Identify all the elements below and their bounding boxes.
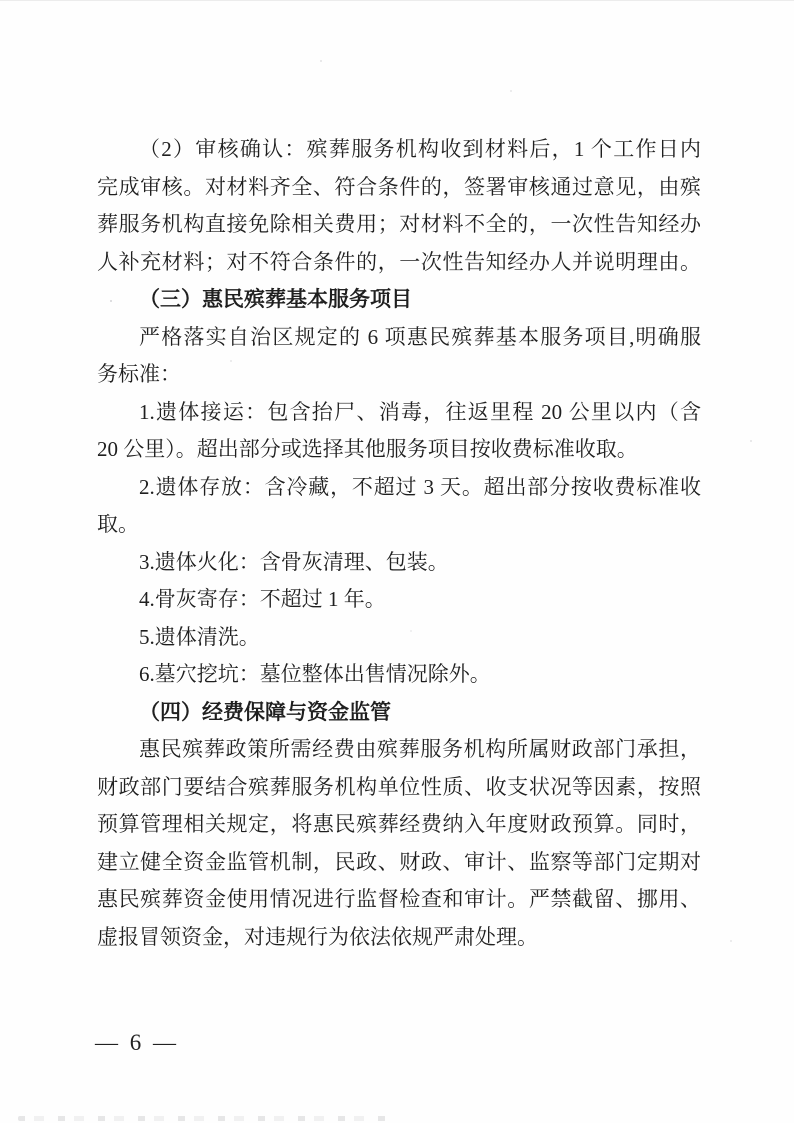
paragraph-line: （2）审核确认：殡葬服务机构收到材料后，1 个工作日内 (139, 137, 701, 161)
list-item-line: 5.遗体清洗。 (139, 624, 260, 649)
paragraph-line: 人补充材料；对不符合条件的，一次性告知经办人并说明理由。 (97, 249, 701, 274)
document-body (97, 131, 701, 956)
paragraph-line: 严格落实自治区规定的 6 项惠民殡葬基本服务项目,明确服 (139, 324, 701, 349)
list-item-line: 4.骨灰寄存：不超过 1 年。 (139, 587, 386, 611)
list-item-line: 6.墓穴挖坑：墓位整体出售情况除外。 (139, 662, 491, 686)
list-item-line: 1.遗体接运：包含抬尸、消毒，往返里程 20 公里以内（含 (139, 399, 701, 424)
list-item-line: 2.遗体存放：含冷藏，不超过 3 天。超出部分按收费标准收 (139, 474, 701, 499)
paragraph-line: 完成审核。对材料齐全、符合条件的，签署审核通过意见，由殡 (97, 174, 701, 199)
paragraph-line: 虚报冒领资金，对违规行为依法依规严肃处理。 (97, 924, 538, 949)
page-number: — 6 — (95, 1030, 179, 1055)
section-heading: （三）惠民殡葬基本服务项目 (139, 287, 412, 311)
paragraph-line: 惠民殡葬政策所需经费由殡葬服务机构所属财政部门承担， (139, 737, 701, 761)
paragraph-line: 务标准： (97, 362, 181, 386)
paragraph-line: 葬服务机构直接免除相关费用；对材料不全的，一次性告知经办 (97, 212, 701, 236)
paragraph-line: 惠民殡葬资金使用情况进行监督检查和审计。严禁截留、挪用、 (97, 887, 701, 911)
section-heading: （四）经费保障与资金监管 (139, 699, 391, 724)
list-item-line: 取。 (97, 512, 139, 536)
list-item-line: 20 公里）。超出部分或选择其他服务项目按收费标准收取。 (97, 437, 638, 461)
scan-smudge-artifact (18, 1116, 388, 1121)
list-item-line: 3.遗体火化：含骨灰清理、包装。 (139, 549, 449, 574)
paragraph-line: 财政部门要结合殡葬服务机构单位性质、收支状况等因素，按照 (97, 774, 701, 799)
scan-edge-artifact (0, 0, 794, 1)
paragraph-line: 建立健全资金监管机制，民政、财政、审计、监察等部门定期对 (97, 849, 701, 874)
paragraph-line: 预算管理相关规定，将惠民殡葬经费纳入年度财政预算。同时， (97, 812, 701, 836)
